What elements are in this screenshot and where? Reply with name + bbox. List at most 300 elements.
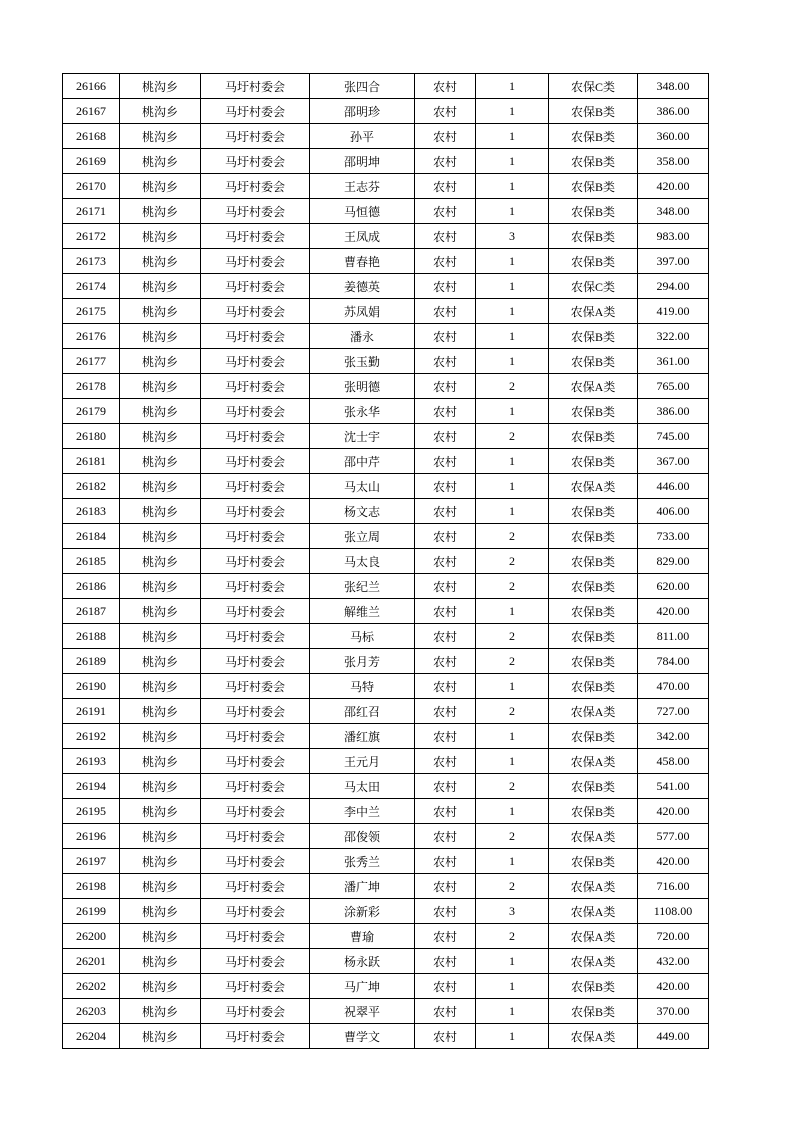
cell-count: 2 bbox=[476, 549, 549, 574]
cell-type: 农村 bbox=[415, 199, 476, 224]
cell-name: 曹春艳 bbox=[310, 249, 415, 274]
cell-amount: 397.00 bbox=[638, 249, 709, 274]
table-row bbox=[63, 949, 709, 974]
cell-township: 桃沟乡 bbox=[120, 74, 201, 99]
cell-amount: 577.00 bbox=[638, 824, 709, 849]
cell-amount: 811.00 bbox=[638, 624, 709, 649]
cell-name: 张永华 bbox=[310, 399, 415, 424]
cell-name: 苏凤娟 bbox=[310, 299, 415, 324]
cell-township: 桃沟乡 bbox=[120, 124, 201, 149]
cell-category: 农保A类 bbox=[549, 824, 638, 849]
cell-type: 农村 bbox=[415, 699, 476, 724]
table-row bbox=[63, 824, 709, 849]
cell-amount: 720.00 bbox=[638, 924, 709, 949]
cell-village: 马圩村委会 bbox=[201, 649, 310, 674]
cell-name: 张四合 bbox=[310, 74, 415, 99]
cell-id: 26194 bbox=[63, 774, 120, 799]
cell-name: 邵红召 bbox=[310, 699, 415, 724]
cell-township: 桃沟乡 bbox=[120, 799, 201, 824]
cell-name: 邵明坤 bbox=[310, 149, 415, 174]
cell-amount: 620.00 bbox=[638, 574, 709, 599]
table-row bbox=[63, 874, 709, 899]
cell-amount: 386.00 bbox=[638, 99, 709, 124]
cell-village: 马圩村委会 bbox=[201, 699, 310, 724]
cell-id: 26204 bbox=[63, 1024, 120, 1049]
cell-category: 农保B类 bbox=[549, 324, 638, 349]
cell-count: 1 bbox=[476, 324, 549, 349]
cell-id: 26199 bbox=[63, 899, 120, 924]
cell-village: 马圩村委会 bbox=[201, 624, 310, 649]
cell-count: 2 bbox=[476, 624, 549, 649]
cell-amount: 829.00 bbox=[638, 549, 709, 574]
cell-category: 农保A类 bbox=[549, 749, 638, 774]
cell-category: 农保B类 bbox=[549, 649, 638, 674]
cell-type: 农村 bbox=[415, 799, 476, 824]
cell-count: 1 bbox=[476, 74, 549, 99]
cell-type: 农村 bbox=[415, 424, 476, 449]
cell-id: 26175 bbox=[63, 299, 120, 324]
cell-category: 农保A类 bbox=[549, 1024, 638, 1049]
cell-type: 农村 bbox=[415, 599, 476, 624]
cell-township: 桃沟乡 bbox=[120, 599, 201, 624]
cell-township: 桃沟乡 bbox=[120, 999, 201, 1024]
cell-village: 马圩村委会 bbox=[201, 749, 310, 774]
cell-id: 26170 bbox=[63, 174, 120, 199]
cell-id: 26200 bbox=[63, 924, 120, 949]
cell-village: 马圩村委会 bbox=[201, 149, 310, 174]
cell-type: 农村 bbox=[415, 374, 476, 399]
cell-id: 26168 bbox=[63, 124, 120, 149]
cell-category: 农保A类 bbox=[549, 924, 638, 949]
cell-type: 农村 bbox=[415, 99, 476, 124]
cell-township: 桃沟乡 bbox=[120, 499, 201, 524]
cell-type: 农村 bbox=[415, 749, 476, 774]
cell-count: 2 bbox=[476, 649, 549, 674]
cell-amount: 765.00 bbox=[638, 374, 709, 399]
cell-township: 桃沟乡 bbox=[120, 174, 201, 199]
cell-category: 农保B类 bbox=[549, 349, 638, 374]
cell-id: 26179 bbox=[63, 399, 120, 424]
cell-count: 1 bbox=[476, 99, 549, 124]
cell-category: 农保B类 bbox=[549, 974, 638, 999]
cell-amount: 733.00 bbox=[638, 524, 709, 549]
cell-amount: 360.00 bbox=[638, 124, 709, 149]
table-row bbox=[63, 674, 709, 699]
cell-type: 农村 bbox=[415, 274, 476, 299]
cell-count: 1 bbox=[476, 124, 549, 149]
cell-type: 农村 bbox=[415, 524, 476, 549]
cell-township: 桃沟乡 bbox=[120, 549, 201, 574]
cell-township: 桃沟乡 bbox=[120, 524, 201, 549]
cell-count: 3 bbox=[476, 224, 549, 249]
cell-type: 农村 bbox=[415, 649, 476, 674]
cell-township: 桃沟乡 bbox=[120, 474, 201, 499]
cell-name: 涂新彩 bbox=[310, 899, 415, 924]
cell-amount: 983.00 bbox=[638, 224, 709, 249]
cell-village: 马圩村委会 bbox=[201, 499, 310, 524]
cell-id: 26189 bbox=[63, 649, 120, 674]
cell-village: 马圩村委会 bbox=[201, 74, 310, 99]
cell-township: 桃沟乡 bbox=[120, 924, 201, 949]
table-row bbox=[63, 724, 709, 749]
cell-count: 1 bbox=[476, 749, 549, 774]
table-row bbox=[63, 74, 709, 99]
cell-name: 李中兰 bbox=[310, 799, 415, 824]
cell-amount: 420.00 bbox=[638, 974, 709, 999]
cell-type: 农村 bbox=[415, 499, 476, 524]
cell-id: 26203 bbox=[63, 999, 120, 1024]
cell-amount: 406.00 bbox=[638, 499, 709, 524]
cell-count: 1 bbox=[476, 599, 549, 624]
cell-amount: 458.00 bbox=[638, 749, 709, 774]
cell-type: 农村 bbox=[415, 949, 476, 974]
cell-village: 马圩村委会 bbox=[201, 774, 310, 799]
cell-category: 农保B类 bbox=[549, 524, 638, 549]
table-row bbox=[63, 274, 709, 299]
cell-id: 26191 bbox=[63, 699, 120, 724]
cell-count: 1 bbox=[476, 199, 549, 224]
table-row bbox=[63, 424, 709, 449]
cell-type: 农村 bbox=[415, 1024, 476, 1049]
cell-village: 马圩村委会 bbox=[201, 374, 310, 399]
cell-name: 张明德 bbox=[310, 374, 415, 399]
cell-type: 农村 bbox=[415, 474, 476, 499]
cell-category: 农保B类 bbox=[549, 124, 638, 149]
cell-village: 马圩村委会 bbox=[201, 949, 310, 974]
cell-name: 邵明珍 bbox=[310, 99, 415, 124]
cell-name: 曹学文 bbox=[310, 1024, 415, 1049]
cell-amount: 470.00 bbox=[638, 674, 709, 699]
cell-township: 桃沟乡 bbox=[120, 649, 201, 674]
cell-id: 26198 bbox=[63, 874, 120, 899]
cell-count: 1 bbox=[476, 999, 549, 1024]
cell-id: 26186 bbox=[63, 574, 120, 599]
cell-id: 26181 bbox=[63, 449, 120, 474]
cell-amount: 367.00 bbox=[638, 449, 709, 474]
cell-village: 马圩村委会 bbox=[201, 799, 310, 824]
cell-township: 桃沟乡 bbox=[120, 424, 201, 449]
cell-id: 26187 bbox=[63, 599, 120, 624]
cell-type: 农村 bbox=[415, 74, 476, 99]
cell-count: 1 bbox=[476, 974, 549, 999]
cell-id: 26183 bbox=[63, 499, 120, 524]
cell-village: 马圩村委会 bbox=[201, 274, 310, 299]
cell-id: 26202 bbox=[63, 974, 120, 999]
cell-name: 张秀兰 bbox=[310, 849, 415, 874]
cell-count: 2 bbox=[476, 874, 549, 899]
cell-village: 马圩村委会 bbox=[201, 99, 310, 124]
cell-township: 桃沟乡 bbox=[120, 399, 201, 424]
cell-name: 杨文志 bbox=[310, 499, 415, 524]
cell-township: 桃沟乡 bbox=[120, 449, 201, 474]
table-row bbox=[63, 449, 709, 474]
cell-category: 农保B类 bbox=[549, 674, 638, 699]
cell-name: 张立周 bbox=[310, 524, 415, 549]
cell-id: 26174 bbox=[63, 274, 120, 299]
cell-category: 农保A类 bbox=[549, 474, 638, 499]
cell-village: 马圩村委会 bbox=[201, 249, 310, 274]
cell-count: 2 bbox=[476, 574, 549, 599]
cell-township: 桃沟乡 bbox=[120, 99, 201, 124]
cell-type: 农村 bbox=[415, 549, 476, 574]
cell-id: 26177 bbox=[63, 349, 120, 374]
cell-village: 马圩村委会 bbox=[201, 199, 310, 224]
table-row bbox=[63, 324, 709, 349]
cell-village: 马圩村委会 bbox=[201, 399, 310, 424]
cell-township: 桃沟乡 bbox=[120, 349, 201, 374]
cell-amount: 420.00 bbox=[638, 599, 709, 624]
table-row bbox=[63, 349, 709, 374]
table-row bbox=[63, 499, 709, 524]
table-row bbox=[63, 149, 709, 174]
table-row bbox=[63, 849, 709, 874]
cell-village: 马圩村委会 bbox=[201, 474, 310, 499]
cell-amount: 358.00 bbox=[638, 149, 709, 174]
cell-amount: 348.00 bbox=[638, 199, 709, 224]
cell-village: 马圩村委会 bbox=[201, 324, 310, 349]
cell-type: 农村 bbox=[415, 249, 476, 274]
cell-village: 马圩村委会 bbox=[201, 449, 310, 474]
table-row bbox=[63, 299, 709, 324]
cell-count: 1 bbox=[476, 299, 549, 324]
table-row bbox=[63, 1024, 709, 1049]
cell-category: 农保B类 bbox=[549, 999, 638, 1024]
cell-id: 26201 bbox=[63, 949, 120, 974]
table-row bbox=[63, 124, 709, 149]
cell-amount: 432.00 bbox=[638, 949, 709, 974]
table-row bbox=[63, 374, 709, 399]
cell-category: 农保B类 bbox=[549, 599, 638, 624]
cell-township: 桃沟乡 bbox=[120, 274, 201, 299]
cell-name: 马广坤 bbox=[310, 974, 415, 999]
cell-id: 26193 bbox=[63, 749, 120, 774]
cell-id: 26197 bbox=[63, 849, 120, 874]
table-row bbox=[63, 974, 709, 999]
cell-id: 26178 bbox=[63, 374, 120, 399]
cell-id: 26166 bbox=[63, 74, 120, 99]
cell-category: 农保B类 bbox=[549, 174, 638, 199]
cell-township: 桃沟乡 bbox=[120, 874, 201, 899]
cell-name: 马特 bbox=[310, 674, 415, 699]
cell-id: 26184 bbox=[63, 524, 120, 549]
cell-amount: 348.00 bbox=[638, 74, 709, 99]
cell-count: 1 bbox=[476, 149, 549, 174]
table-row bbox=[63, 249, 709, 274]
cell-category: 农保B类 bbox=[549, 399, 638, 424]
cell-category: 农保B类 bbox=[549, 99, 638, 124]
cell-count: 1 bbox=[476, 724, 549, 749]
cell-type: 农村 bbox=[415, 574, 476, 599]
cell-type: 农村 bbox=[415, 999, 476, 1024]
cell-name: 解维兰 bbox=[310, 599, 415, 624]
cell-amount: 446.00 bbox=[638, 474, 709, 499]
cell-type: 农村 bbox=[415, 924, 476, 949]
cell-count: 1 bbox=[476, 674, 549, 699]
cell-name: 马太田 bbox=[310, 774, 415, 799]
table-row bbox=[63, 399, 709, 424]
cell-count: 1 bbox=[476, 349, 549, 374]
cell-village: 马圩村委会 bbox=[201, 224, 310, 249]
cell-count: 1 bbox=[476, 799, 549, 824]
cell-category: 农保B类 bbox=[549, 149, 638, 174]
cell-count: 1 bbox=[476, 399, 549, 424]
table-row bbox=[63, 199, 709, 224]
cell-amount: 1108.00 bbox=[638, 899, 709, 924]
cell-township: 桃沟乡 bbox=[120, 324, 201, 349]
cell-name: 王志芬 bbox=[310, 174, 415, 199]
cell-township: 桃沟乡 bbox=[120, 199, 201, 224]
cell-category: 农保B类 bbox=[549, 549, 638, 574]
cell-township: 桃沟乡 bbox=[120, 974, 201, 999]
cell-type: 农村 bbox=[415, 624, 476, 649]
cell-village: 马圩村委会 bbox=[201, 574, 310, 599]
table-row bbox=[63, 999, 709, 1024]
table-row bbox=[63, 799, 709, 824]
table-row bbox=[63, 174, 709, 199]
cell-category: 农保A类 bbox=[549, 874, 638, 899]
cell-township: 桃沟乡 bbox=[120, 849, 201, 874]
cell-amount: 716.00 bbox=[638, 874, 709, 899]
cell-type: 农村 bbox=[415, 149, 476, 174]
cell-village: 马圩村委会 bbox=[201, 174, 310, 199]
cell-category: 农保B类 bbox=[549, 849, 638, 874]
cell-type: 农村 bbox=[415, 974, 476, 999]
table-row bbox=[63, 899, 709, 924]
cell-id: 26173 bbox=[63, 249, 120, 274]
cell-category: 农保A类 bbox=[549, 699, 638, 724]
table-row bbox=[63, 99, 709, 124]
cell-amount: 342.00 bbox=[638, 724, 709, 749]
cell-category: 农保C类 bbox=[549, 274, 638, 299]
cell-village: 马圩村委会 bbox=[201, 849, 310, 874]
cell-amount: 420.00 bbox=[638, 799, 709, 824]
table-body bbox=[63, 74, 709, 1049]
cell-village: 马圩村委会 bbox=[201, 424, 310, 449]
cell-village: 马圩村委会 bbox=[201, 824, 310, 849]
table-row bbox=[63, 749, 709, 774]
cell-count: 2 bbox=[476, 699, 549, 724]
cell-category: 农保C类 bbox=[549, 74, 638, 99]
cell-amount: 322.00 bbox=[638, 324, 709, 349]
cell-township: 桃沟乡 bbox=[120, 824, 201, 849]
cell-village: 马圩村委会 bbox=[201, 974, 310, 999]
cell-amount: 294.00 bbox=[638, 274, 709, 299]
cell-amount: 419.00 bbox=[638, 299, 709, 324]
cell-name: 曹瑜 bbox=[310, 924, 415, 949]
cell-id: 26169 bbox=[63, 149, 120, 174]
cell-category: 农保B类 bbox=[549, 449, 638, 474]
cell-count: 3 bbox=[476, 899, 549, 924]
cell-township: 桃沟乡 bbox=[120, 149, 201, 174]
cell-township: 桃沟乡 bbox=[120, 949, 201, 974]
cell-category: 农保B类 bbox=[549, 624, 638, 649]
cell-name: 潘广坤 bbox=[310, 874, 415, 899]
table-row bbox=[63, 924, 709, 949]
cell-count: 2 bbox=[476, 924, 549, 949]
cell-category: 农保B类 bbox=[549, 199, 638, 224]
cell-township: 桃沟乡 bbox=[120, 624, 201, 649]
cell-id: 26185 bbox=[63, 549, 120, 574]
cell-township: 桃沟乡 bbox=[120, 249, 201, 274]
cell-name: 张玉勤 bbox=[310, 349, 415, 374]
table-row bbox=[63, 224, 709, 249]
cell-count: 1 bbox=[476, 474, 549, 499]
cell-amount: 541.00 bbox=[638, 774, 709, 799]
cell-count: 2 bbox=[476, 374, 549, 399]
cell-amount: 784.00 bbox=[638, 649, 709, 674]
cell-name: 邵中芹 bbox=[310, 449, 415, 474]
cell-type: 农村 bbox=[415, 899, 476, 924]
cell-amount: 370.00 bbox=[638, 999, 709, 1024]
cell-village: 马圩村委会 bbox=[201, 874, 310, 899]
cell-type: 农村 bbox=[415, 774, 476, 799]
cell-type: 农村 bbox=[415, 299, 476, 324]
cell-category: 农保A类 bbox=[549, 899, 638, 924]
cell-type: 农村 bbox=[415, 724, 476, 749]
cell-amount: 420.00 bbox=[638, 849, 709, 874]
table-row bbox=[63, 649, 709, 674]
cell-type: 农村 bbox=[415, 874, 476, 899]
cell-category: 农保B类 bbox=[549, 774, 638, 799]
table-row bbox=[63, 474, 709, 499]
cell-category: 农保A类 bbox=[549, 299, 638, 324]
cell-count: 2 bbox=[476, 424, 549, 449]
cell-id: 26192 bbox=[63, 724, 120, 749]
cell-name: 祝翠平 bbox=[310, 999, 415, 1024]
cell-village: 马圩村委会 bbox=[201, 349, 310, 374]
cell-count: 2 bbox=[476, 524, 549, 549]
cell-category: 农保B类 bbox=[549, 249, 638, 274]
table-row bbox=[63, 774, 709, 799]
cell-type: 农村 bbox=[415, 674, 476, 699]
cell-id: 26167 bbox=[63, 99, 120, 124]
cell-amount: 449.00 bbox=[638, 1024, 709, 1049]
cell-village: 马圩村委会 bbox=[201, 899, 310, 924]
table-row bbox=[63, 524, 709, 549]
cell-township: 桃沟乡 bbox=[120, 674, 201, 699]
cell-name: 马太山 bbox=[310, 474, 415, 499]
benefits-table bbox=[62, 73, 709, 1049]
cell-name: 沈士宇 bbox=[310, 424, 415, 449]
cell-village: 马圩村委会 bbox=[201, 124, 310, 149]
cell-township: 桃沟乡 bbox=[120, 699, 201, 724]
cell-township: 桃沟乡 bbox=[120, 224, 201, 249]
cell-village: 马圩村委会 bbox=[201, 599, 310, 624]
cell-township: 桃沟乡 bbox=[120, 574, 201, 599]
cell-type: 农村 bbox=[415, 449, 476, 474]
cell-type: 农村 bbox=[415, 324, 476, 349]
table-row bbox=[63, 549, 709, 574]
cell-name: 姜德英 bbox=[310, 274, 415, 299]
cell-id: 26176 bbox=[63, 324, 120, 349]
cell-category: 农保B类 bbox=[549, 799, 638, 824]
table-row bbox=[63, 699, 709, 724]
cell-count: 2 bbox=[476, 824, 549, 849]
cell-id: 26196 bbox=[63, 824, 120, 849]
table-row bbox=[63, 599, 709, 624]
cell-type: 农村 bbox=[415, 224, 476, 249]
cell-name: 马太良 bbox=[310, 549, 415, 574]
cell-village: 马圩村委会 bbox=[201, 674, 310, 699]
cell-category: 农保B类 bbox=[549, 224, 638, 249]
cell-village: 马圩村委会 bbox=[201, 924, 310, 949]
cell-id: 26190 bbox=[63, 674, 120, 699]
cell-township: 桃沟乡 bbox=[120, 1024, 201, 1049]
cell-name: 张纪兰 bbox=[310, 574, 415, 599]
cell-amount: 361.00 bbox=[638, 349, 709, 374]
cell-name: 孙平 bbox=[310, 124, 415, 149]
cell-township: 桃沟乡 bbox=[120, 299, 201, 324]
